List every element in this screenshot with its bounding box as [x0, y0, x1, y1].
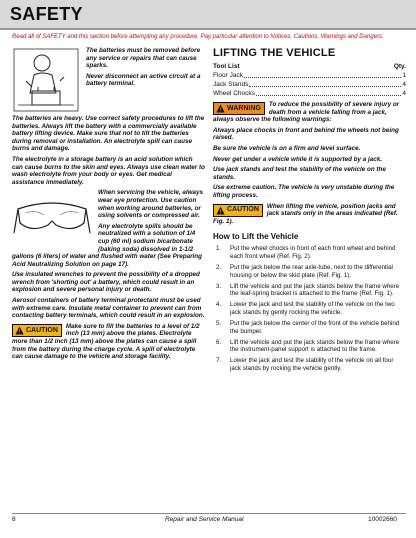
battery-removal-text: The batteries must be removed before any service or repairs that can cause sparks. [86, 47, 201, 70]
intro-notice: Read all of SAFETY and this section before attempting any procedure. Pay particular attention to Notices, Cautions, Warnings and Dangers. [12, 34, 384, 40]
jack-position-caution [213, 203, 406, 226]
tool-name: Jack Stands [213, 81, 249, 88]
safety-glasses-illustration [12, 189, 92, 247]
tool-row [213, 89, 406, 98]
caution-badge [213, 204, 263, 217]
battery-lifting-text: The batteries are heavy. Use correct safety procedures to lift the batteries. Always lift the battery with a commercially available battery lifting device. Make sure that not to tilt the batteries during removal or installation. An electrolyte spill can cause burns and damage. [12, 115, 205, 153]
active-circuit-text: Never disconnect an active circuit at a battery terminal. [86, 72, 201, 88]
electrolyte-level-caution [12, 323, 205, 361]
tool-list-title: Tool List [213, 63, 240, 70]
list-item: 1. Put the wheel chocks in front of each front wheel and behind each front wheel (Ref. Fig. 2). [216, 245, 396, 260]
tool-row [213, 71, 406, 80]
list-item: 4. Lower the jack and test the stability of the vehicle on the two jack stands by gently rocking the vehicle. [216, 301, 395, 316]
title-bar [0, 0, 416, 30]
list-item: 5. Put the jack below the center of the front of the vehicle behind the bumper. [216, 320, 400, 335]
list-item: 6. Lift the vehicle and put the jack stands below the frame where the instrument-panel support is attached to the frame. [216, 338, 400, 354]
electrolyte-level-text: Make sure to fill the batteries to a level of 1/2 inch (13 mm) above the plates. Electrolyte more than 1/2 inch (13 mm) above the plates can cause a spill from the battery during the charge cycle. A spill of electrolyte can cause damage to the vehicle and storage facility. [12, 322, 200, 361]
extreme-caution-warning: Use extreme caution. The vehicle is very unstable during the lifting process. [213, 184, 395, 199]
jack-position-text: When lifting the vehicle, position jacks and jack stands only in the areas indicated (Ref. Fig. 1). [213, 202, 398, 225]
footer-title: Repair and Service Manual [165, 516, 244, 523]
svg-text:!: ! [18, 329, 21, 335]
eye-protection-text: When servicing the vehicle, always wear eye protection. Use caution when working around batteries, or using solvents or compressed air. [98, 189, 203, 220]
tool-qty: 4 [402, 81, 406, 88]
tool-row [213, 80, 406, 89]
caution-label: CAUTION [26, 326, 58, 334]
neutralize-spill-text: Any electrolyte spills should be neutralized with a solution of 1/4 cup (60 ml) sodium bicarbonate (baking soda) dissolved in 1-1/2 gallons (6 liters) of water and flushed with water (See Preparing Acid Neutralizing Solution on page 17). [12, 222, 202, 268]
page-number: 8 [12, 516, 16, 523]
warning-triangle-icon [15, 326, 24, 335]
battery-service-illustration [12, 47, 80, 113]
aerosol-text: Aerosol containers of battery terminal protectant must be used with extreme care. Insulate metal container to prevent can from contacting battery terminals, which could result in an explosion. [12, 297, 205, 320]
lift-steps-list [213, 245, 406, 372]
page-title: SAFETY [10, 4, 83, 24]
tool-name: Wheel Chocks [213, 90, 255, 97]
qty-title: Qty. [393, 63, 406, 70]
svg-text:!: ! [219, 209, 222, 215]
lifting-heading: LIFTING THE VEHICLE [213, 47, 336, 59]
warning-triangle-icon [216, 206, 225, 215]
tool-name: Floor Jack [213, 72, 243, 79]
insulated-wrench-text: Use insulated wrenches to prevent the possibility of a dropped wrench from 'shorting out' a battery, which could result in an explosion and severe personal injury or death. [12, 271, 200, 294]
tool-list-header [213, 63, 406, 70]
warning-triangle-icon [216, 104, 225, 113]
jack-stands-warning: Use jack stands and test the stability of the vehicle on the stands. [213, 166, 386, 181]
list-item: 2. Put the jack below the rear axle-tube, next to the differential housing or below the skid plate (Ref. Fig. 1). [216, 264, 393, 279]
warning-intro-text: To reduce the possibility of severe injury or death from a vehicle falling from a jack, always observe the following warnings: [213, 101, 400, 124]
lifting-warning [213, 101, 406, 124]
list-item: 7. Lower the jack and test the stability of the vehicle on all four jack stands by rocking the vehicle gently. [216, 357, 394, 373]
list-item: 3. Lift the vehicle and put the jack stands below the frame where the leaf-spring bracket is attached to the frame (Ref. Fig. 1). [216, 282, 400, 298]
electrolyte-text: The electrolyte in a storage battery is an acid solution which can cause burns to the skin and eyes. Always use clean water to wash electrolyte from your body or eyes. Get medical assistance immediately. [12, 155, 205, 186]
chocks-warning: Always place chocks in front and behind the wheels not being raised. [213, 126, 399, 142]
caution-badge [12, 324, 62, 337]
tool-qty: 4 [402, 90, 406, 97]
warning-label: WARNING [227, 104, 261, 112]
tool-qty: 1 [402, 72, 406, 79]
svg-text:!: ! [219, 107, 222, 113]
firm-surface-warning: Be sure the vehicle is on a firm and level surface. [213, 144, 361, 152]
warning-badge [213, 102, 265, 115]
footer-divider [12, 513, 406, 514]
right-column [213, 47, 406, 376]
caution-label: CAUTION [227, 206, 259, 214]
left-column [12, 47, 205, 364]
never-under-jack-warning: Never get under a vehicle while it is supported by a jack. [213, 155, 383, 163]
document-number: 10002660 [368, 516, 397, 523]
how-to-lift-heading: How to Lift the Vehicle [213, 232, 299, 242]
